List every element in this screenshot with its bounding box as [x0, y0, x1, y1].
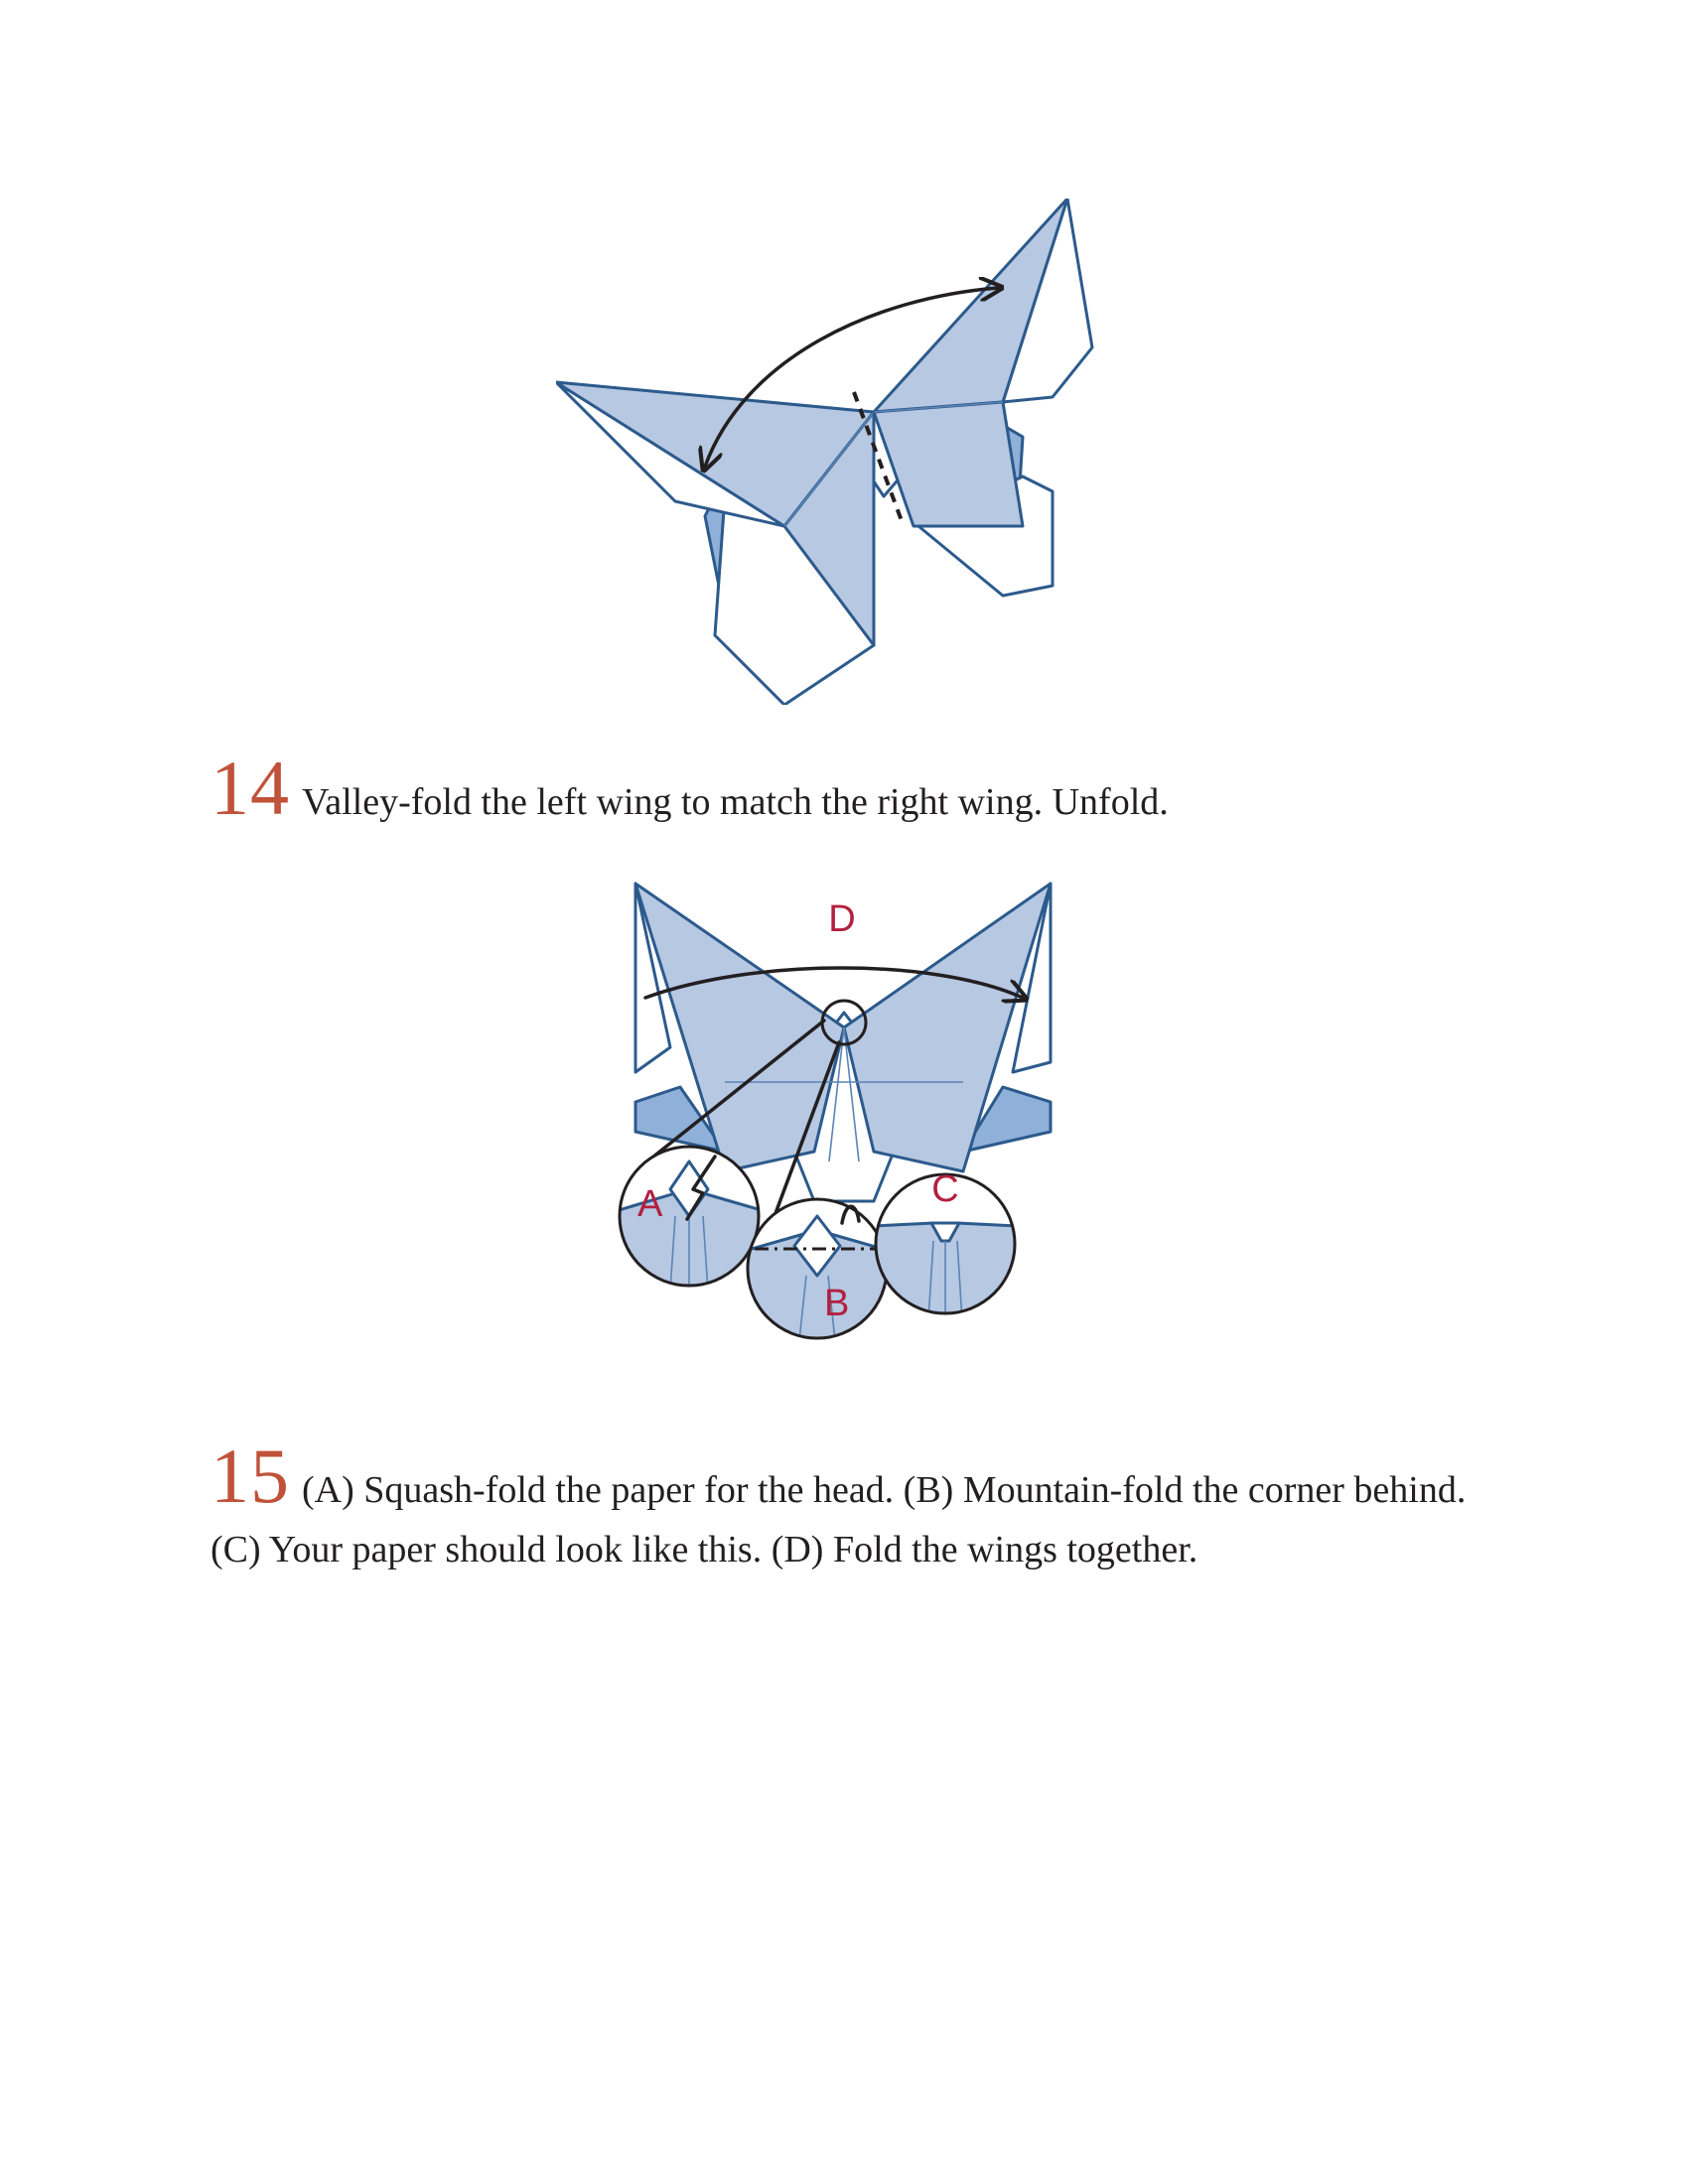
- step-15-instruction: (A) Squash-fold the paper for the head. (B) Mountain-fold the corner behind. (C) Your paper should look like this. (D) Fold the wings together.: [211, 1469, 1467, 1570]
- label-c: C: [931, 1168, 959, 1210]
- label-d: D: [828, 898, 856, 940]
- step-14-number: 14: [211, 745, 290, 831]
- step-15-number: 15: [211, 1433, 290, 1519]
- detail-c: [874, 1168, 1018, 1320]
- detail-b: [745, 1199, 890, 1340]
- step-14-diagram: [556, 199, 1122, 705]
- step-14-instruction: Valley-fold the left wing to match the right wing. Unfold.: [302, 781, 1169, 823]
- label-a: A: [637, 1183, 663, 1225]
- step-14: [211, 745, 1491, 832]
- right-wing: [874, 199, 1092, 526]
- label-b: B: [824, 1283, 850, 1324]
- step-15-diagram: [576, 874, 1112, 1400]
- step-15: [211, 1433, 1491, 1579]
